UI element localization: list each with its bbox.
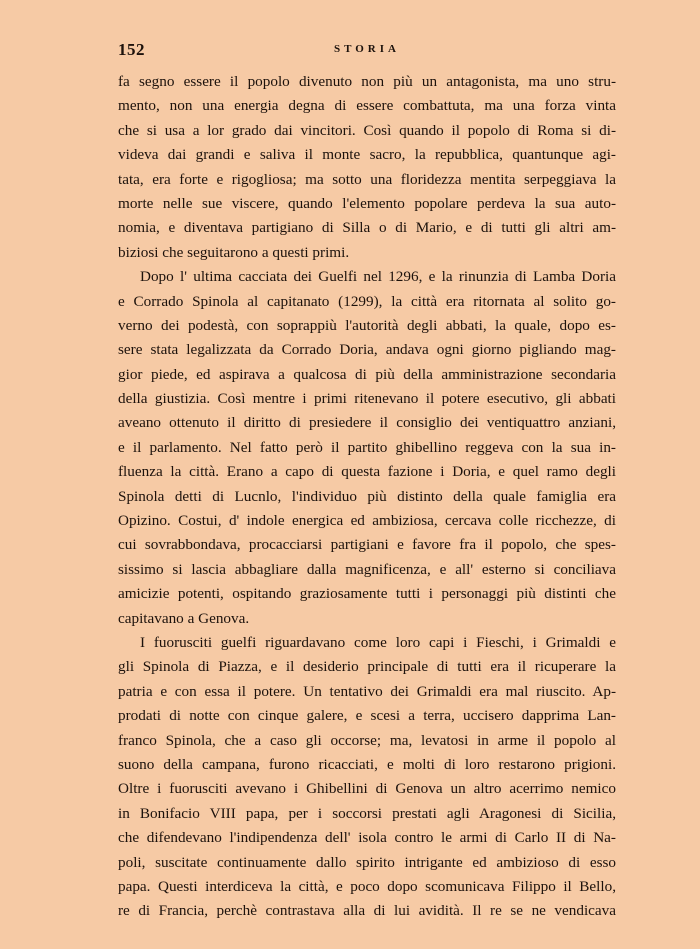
text-line: gli Spinola di Piazza, e il desiderio principale di tutti era il ricuperare la [118, 658, 616, 676]
text-line: biziosi che seguitarono a questi primi. [118, 243, 350, 261]
text-line: nomia, e diventava partigiano di Silla o di Mario, e di tutti gli altri am- [118, 219, 616, 237]
text-line: suono della campana, furono ricacciati, e molti di loro restarono prigioni. [118, 755, 616, 773]
text-line: Oltre i fuorusciti avevano i Ghibellini di Genova un altro acerrimo nemico [118, 780, 616, 798]
text-line: poli, suscitate continuamente dallo spirito intrigante ed ambizioso di esso [118, 853, 616, 871]
text-line: aveano ottenuto il diritto di presiedere il consiglio dei ventiquattro anziani, [118, 414, 616, 432]
text-line: sissimo si lascia abbagliare dalla magnificenza, e all' esterno si conciliava [118, 560, 616, 578]
page-header [118, 40, 616, 62]
text-line: Spinola detti di Lucnlo, l'individuo più distinto della quale famiglia era [118, 487, 616, 505]
text-line: mento, non una energia degna di essere combattuta, ma una forza vinta [118, 97, 616, 115]
paragraph [118, 631, 616, 924]
text-line: patria e con essa il potere. Un tentativo dei Grimaldi era mal riuscito. Ap- [118, 682, 616, 700]
text-line: Dopo l' ultima cacciata dei Guelfi nel 1296, e la rinunzia di Lamba Doria [140, 268, 616, 286]
text-line: fa segno essere il popolo divenuto non più un antagonista, ma uno stru- [118, 73, 616, 90]
text-line: gior piede, ed aspirava a qualcosa di più della amministrazione secondaria [118, 365, 616, 383]
text-line: prodati di notte con cinque galere, e scesi a terra, uccisero dapprima Lan- [118, 707, 616, 725]
text-line: e il parlamento. Nel fatto però il partito ghibellino reggeva con la sua in- [118, 438, 616, 456]
text-line: capitavano a Genova. [118, 609, 250, 627]
page-number: 152 [118, 40, 145, 59]
text-line: Opizino. Costui, d' indole energica ed ambiziosa, cercava colle ricchezze, di [118, 512, 616, 530]
text-line: papa. Questi interdiceva la città, e poco dopo scomunicava Filippo il Bello, [118, 877, 616, 895]
paragraph [118, 265, 616, 631]
body-text [118, 70, 616, 924]
text-line: sere stata legalizzata da Corrado Doria, andava ogni giorno pigliando mag- [118, 341, 616, 359]
text-line: cui sovrabbondava, procacciarsi partigiani e favore fra il popolo, che spes- [118, 536, 616, 554]
text-line: della giustizia. Così mentre i primi ritenevano il potere esecutivo, gli abbati [118, 390, 616, 408]
text-line: che si usa a lor grado dai vincitori. Così quando il popolo di Roma si di- [118, 121, 616, 139]
text-line: videva dai grandi e saliva il monte sacro, la repubblica, quantunque agi- [118, 146, 616, 164]
running-head: STORIA [334, 43, 400, 55]
text-line: I fuorusciti guelfi riguardavano come loro capi i Fieschi, i Grimaldi e [140, 633, 616, 651]
text-line: e Corrado Spinola al capitanato (1299), la città era ritornata al solito go- [118, 292, 616, 310]
text-line: in Bonifacio VIII papa, per i soccorsi prestati agli Aragonesi di Sicilia, [118, 804, 616, 822]
text-line: che difendevano l'indipendenza dell' isola contro le armi di Carlo II di Na- [118, 829, 616, 847]
text-line: tata, era forte e rigogliosa; ma sotto una floridezza mentita serpeggiava la [118, 170, 616, 188]
text-line: franco Spinola, che a caso gli occorse; ma, levatosi in arme il popolo al [118, 731, 616, 749]
paragraph [118, 70, 616, 265]
text-line: amicizie potenti, ospitando graziosamente tutti i personaggi più distinti che [118, 585, 616, 603]
text-line: verno dei podestà, con soprappiù l'autorità degli abbati, la quale, dopo es- [118, 316, 616, 334]
text-line: fluenza la città. Erano a capo di questa fazione i Doria, e quel ramo degli [118, 463, 616, 481]
text-line: morte nelle sue viscere, quando l'elemento popolare perdeva la sua auto- [118, 194, 616, 212]
text-line: re di Francia, perchè contrastava alla di lui avidità. Il re se ne vendicava [118, 902, 616, 920]
